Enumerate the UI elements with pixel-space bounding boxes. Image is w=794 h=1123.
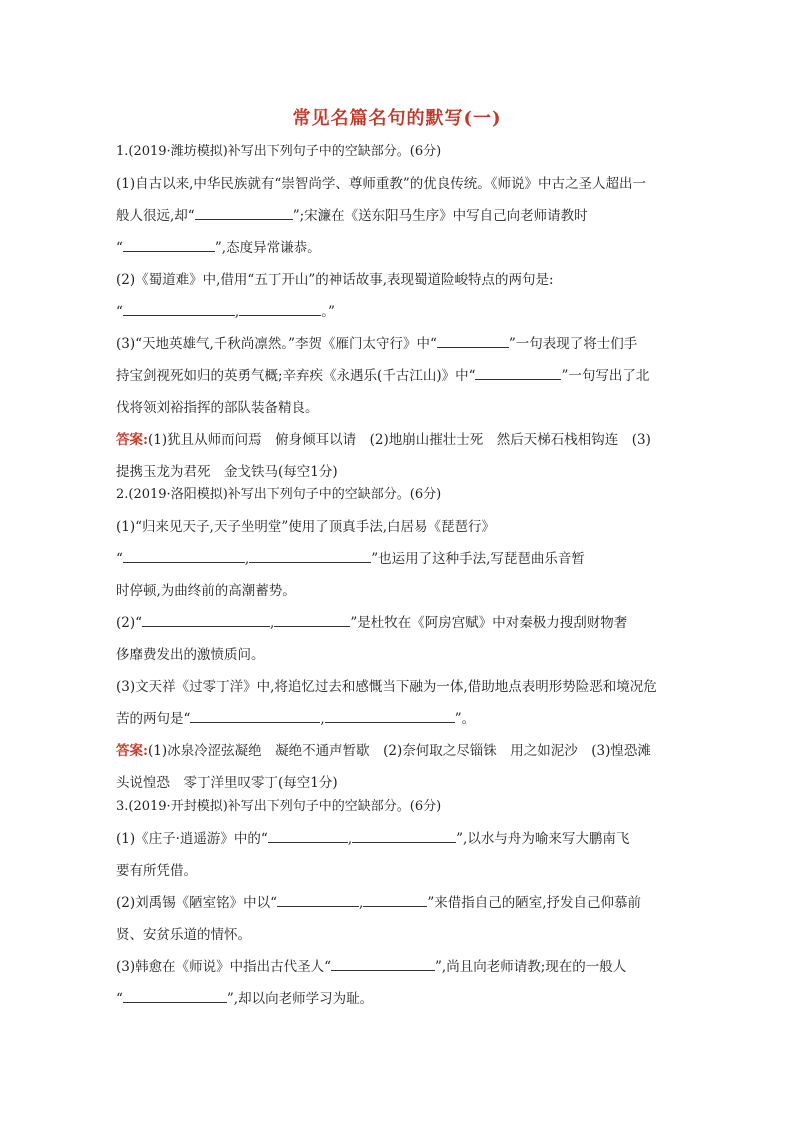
text: , xyxy=(320,711,325,727)
answer-blank[interactable] xyxy=(123,237,215,252)
question-2 xyxy=(116,483,684,803)
answer-blank[interactable] xyxy=(437,333,509,348)
page-title: 常见名篇名句的默写(一) xyxy=(292,108,502,129)
q2-answer-line1 xyxy=(116,739,684,771)
text: 苦的两句是“ xyxy=(116,711,191,727)
answer-blank[interactable] xyxy=(190,708,320,723)
text: , xyxy=(244,551,250,567)
q2-item2-line2: 侈靡费发出的激愤质问。 xyxy=(116,647,265,663)
text: ”,以水与舟为喻来写大鹏南飞 xyxy=(456,831,630,847)
answer-blank[interactable] xyxy=(195,205,293,220)
text: (1)《庄子·逍遥游》中的“ xyxy=(116,831,268,847)
q1-item1-line2 xyxy=(116,204,684,236)
text: “ xyxy=(116,551,123,567)
text: 持宝剑视死如归的英勇气概;辛弃疾《永遇乐(千古江山)》中“ xyxy=(116,368,476,384)
text: 。” xyxy=(321,304,335,320)
q1-answer-line2: 提携玉龙为君死 金戈铁马(每空1分) xyxy=(116,464,338,480)
answer-blank[interactable] xyxy=(123,301,235,316)
q1-item3-line1 xyxy=(116,332,684,364)
text: ”,尚且向老师请教;现在的一般人 xyxy=(435,959,627,975)
text: 般人很远,却“ xyxy=(116,208,195,224)
answer-blank[interactable] xyxy=(277,892,359,907)
text: ”,态度异常谦恭。 xyxy=(214,240,321,256)
q2-item1-line1: (1)“归来见天子,天子坐明堂”使用了顶真手法,白居易《琵琶行》 xyxy=(116,519,496,535)
q2-item1-line2 xyxy=(116,547,684,579)
q3-item2-line2: 贤、安贫乐道的情怀。 xyxy=(116,927,251,943)
q1-item2-line2 xyxy=(116,300,684,332)
text: ”一句写出了北 xyxy=(561,368,650,384)
q3-item1-line2: 要有所凭借。 xyxy=(116,863,197,879)
answer-blank[interactable] xyxy=(331,956,435,971)
text: (3)“天地英雄气,千秋尚凛然。”李贺《雁门太守行》中“ xyxy=(116,336,437,352)
q2-item2-line1 xyxy=(116,611,684,643)
answer-blank[interactable] xyxy=(475,365,561,380)
q2-item1-line3: 时停顿,为曲终前的高潮蓄势。 xyxy=(116,583,296,599)
q3-item3-line1 xyxy=(116,955,684,987)
text: ”,却以向老师学习为耻。 xyxy=(226,991,374,1007)
text: , xyxy=(270,615,275,631)
answer-text: (1)冰泉冷涩弦凝绝 凝绝不通声暂歇 (2)奈何取之尽锱铢 用之如泥沙 (3)惶恐滩 xyxy=(147,743,651,759)
answer-blank[interactable] xyxy=(142,612,270,627)
q3-item2-line1 xyxy=(116,891,684,923)
question-1 xyxy=(116,140,684,492)
text: “ xyxy=(116,991,123,1007)
question-3-heading: 3.(2019·开封模拟)补写出下列句子中的空缺部分。(6分) xyxy=(116,799,442,814)
text: , xyxy=(234,304,240,320)
q1-item1-line1: (1)自古以来,中华民族就有“崇智尚学、尊师重教”的优良传统。《师说》中古之圣人超出一 xyxy=(116,176,646,192)
q2-answer-line2: 头说惶恐 零丁洋里叹零丁(每空1分) xyxy=(116,775,338,791)
question-1-heading: 1.(2019·潍坊模拟)补写出下列句子中的空缺部分。(6分) xyxy=(116,144,442,159)
q2-item3-line2 xyxy=(116,707,684,739)
q3-item1-line1 xyxy=(116,827,684,859)
text: “ xyxy=(116,304,123,320)
text: ”也运用了这种手法,写琵琶曲乐音暂 xyxy=(371,551,585,567)
answer-blank[interactable] xyxy=(274,612,350,627)
answer-blank[interactable] xyxy=(268,828,348,843)
q3-item3-line2 xyxy=(116,987,684,1019)
q1-item2-line1: (2)《蜀道难》中,借用“五丁开山”的神话故事,表现蜀道险峻特点的两句是: xyxy=(116,272,554,288)
answer-blank[interactable] xyxy=(239,301,321,316)
question-2-heading: 2.(2019·洛阳模拟)补写出下列句子中的空缺部分。(6分) xyxy=(116,487,442,502)
text: “ xyxy=(116,240,123,256)
question-3 xyxy=(116,795,684,1019)
answer-label: 答案: xyxy=(116,743,148,759)
answer-blank[interactable] xyxy=(249,548,371,563)
text: (3)韩愈在《师说》中指出古代圣人“ xyxy=(116,959,332,975)
text: , xyxy=(347,831,353,847)
text: ”。 xyxy=(454,711,476,727)
answer-blank[interactable] xyxy=(352,828,456,843)
text: (2)“ xyxy=(116,615,143,631)
answer-blank[interactable] xyxy=(325,708,455,723)
q2-item3-line1: (3)文天祥《过零丁洋》中,将追忆过去和感慨当下融为一体,借助地点表明形势险恶和境况危 xyxy=(116,679,657,695)
text: (2)刘禹锡《陋室铭》中以“ xyxy=(116,895,278,911)
answer-blank[interactable] xyxy=(123,548,245,563)
text: ”一句表现了将士们手 xyxy=(508,336,638,352)
answer-text: (1)犹且从师而问焉 俯身倾耳以请 (2)地崩山摧壮士死 然后天梯石栈相钩连 (3) xyxy=(147,432,651,448)
q1-item3-line3: 伐将领刘裕指挥的部队装备精良。 xyxy=(116,400,319,416)
text: , xyxy=(359,895,364,911)
text: ”是杜牧在《阿房宫赋》中对秦极力搜刮财物奢 xyxy=(350,615,628,631)
text: ”来借指自己的陋室,抒发自己仰慕前 xyxy=(427,895,642,911)
q1-item1-line3 xyxy=(116,236,684,268)
answer-blank[interactable] xyxy=(363,892,427,907)
q1-item3-line2 xyxy=(116,364,684,396)
answer-blank[interactable] xyxy=(123,988,227,1003)
q1-answer-line1 xyxy=(116,428,684,460)
text: ”;宋濂在《送东阳马生序》中写自己向老师请教时 xyxy=(292,208,588,224)
answer-label: 答案: xyxy=(116,432,148,448)
